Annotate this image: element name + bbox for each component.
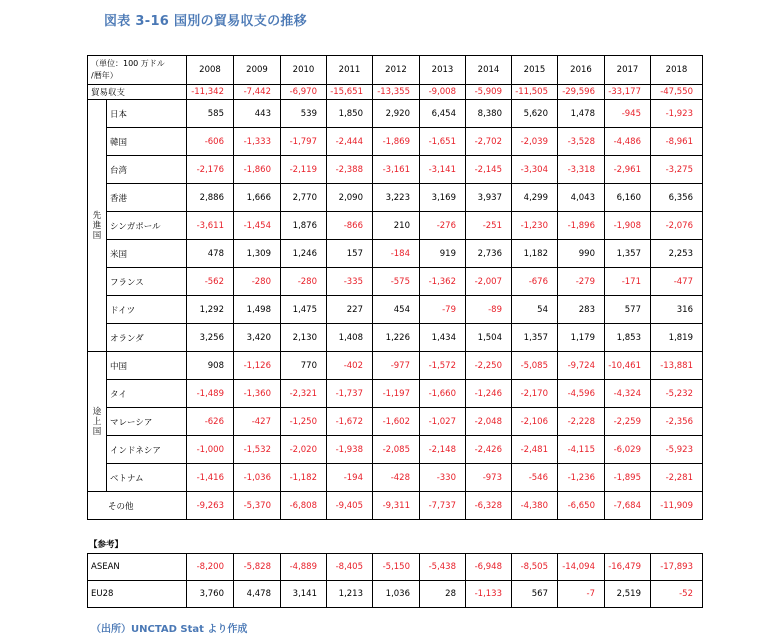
value-cell: -1,416 bbox=[187, 464, 234, 492]
value-cell: -428 bbox=[373, 464, 420, 492]
value-cell: 1,246 bbox=[281, 240, 327, 268]
value-cell: -11,505 bbox=[512, 85, 558, 100]
value-cell: 5,620 bbox=[512, 100, 558, 128]
value-cell: 3,760 bbox=[187, 581, 234, 608]
value-cell: -6,029 bbox=[605, 436, 651, 464]
value-cell: -1,027 bbox=[420, 408, 466, 436]
value-cell: -4,889 bbox=[281, 554, 327, 581]
value-cell: -3,528 bbox=[558, 128, 605, 156]
region-label: ASEAN bbox=[88, 554, 187, 581]
value-cell: -1,896 bbox=[558, 212, 605, 240]
value-cell: 1,876 bbox=[281, 212, 327, 240]
value-cell: -4,596 bbox=[558, 380, 605, 408]
header-row bbox=[88, 56, 703, 85]
value-cell: -6,948 bbox=[466, 554, 512, 581]
value-cell: 454 bbox=[373, 296, 420, 324]
country-label: 中国 bbox=[107, 352, 187, 380]
value-cell: -1,860 bbox=[234, 156, 281, 184]
value-cell: -9,724 bbox=[558, 352, 605, 380]
value-cell: 2,253 bbox=[651, 240, 703, 268]
value-cell: -5,085 bbox=[512, 352, 558, 380]
value-cell: -2,228 bbox=[558, 408, 605, 436]
year-header: 2011 bbox=[327, 56, 373, 85]
value-cell: -2,388 bbox=[327, 156, 373, 184]
country-label: オランダ bbox=[107, 324, 187, 352]
value-cell: 316 bbox=[651, 296, 703, 324]
value-cell: 157 bbox=[327, 240, 373, 268]
value-cell: 919 bbox=[420, 240, 466, 268]
value-cell: -2,119 bbox=[281, 156, 327, 184]
value-cell: 1,357 bbox=[605, 240, 651, 268]
value-cell: -2,048 bbox=[466, 408, 512, 436]
table-row bbox=[88, 296, 703, 324]
value-cell: -1,250 bbox=[281, 408, 327, 436]
value-cell: 1,213 bbox=[327, 581, 373, 608]
value-cell: 2,130 bbox=[281, 324, 327, 352]
country-label: 韓国 bbox=[107, 128, 187, 156]
value-cell: -2,426 bbox=[466, 436, 512, 464]
value-cell: -1,236 bbox=[558, 464, 605, 492]
value-cell: 3,223 bbox=[373, 184, 420, 212]
country-label: 米国 bbox=[107, 240, 187, 268]
value-cell: 210 bbox=[373, 212, 420, 240]
table-row bbox=[88, 436, 703, 464]
table-row bbox=[88, 184, 703, 212]
value-cell: -8,505 bbox=[512, 554, 558, 581]
reference-row bbox=[88, 581, 703, 608]
year-header: 2018 bbox=[651, 56, 703, 85]
value-cell: -1,182 bbox=[281, 464, 327, 492]
value-cell: 1,478 bbox=[558, 100, 605, 128]
value-cell: -2,085 bbox=[373, 436, 420, 464]
value-cell: -4,324 bbox=[605, 380, 651, 408]
value-cell: -866 bbox=[327, 212, 373, 240]
value-cell: -1,133 bbox=[466, 581, 512, 608]
value-cell: -14,094 bbox=[558, 554, 605, 581]
value-cell: -1,923 bbox=[651, 100, 703, 128]
value-cell: -4,115 bbox=[558, 436, 605, 464]
reference-label: 【参考】 bbox=[89, 540, 124, 550]
value-cell: 1,850 bbox=[327, 100, 373, 128]
table-row bbox=[88, 268, 703, 296]
trade-balance-table bbox=[87, 55, 703, 520]
value-cell: 3,256 bbox=[187, 324, 234, 352]
value-cell: -945 bbox=[605, 100, 651, 128]
value-cell: 6,356 bbox=[651, 184, 703, 212]
value-cell: -1,360 bbox=[234, 380, 281, 408]
value-cell: -1,908 bbox=[605, 212, 651, 240]
value-cell: -1,246 bbox=[466, 380, 512, 408]
value-cell: 1,504 bbox=[466, 324, 512, 352]
value-cell: -52 bbox=[651, 581, 703, 608]
value-cell: 1,819 bbox=[651, 324, 703, 352]
value-cell: -7,684 bbox=[605, 492, 651, 520]
value-cell: -6,650 bbox=[558, 492, 605, 520]
value-cell: -3,611 bbox=[187, 212, 234, 240]
value-cell: 1,434 bbox=[420, 324, 466, 352]
country-label: ベトナム bbox=[107, 464, 187, 492]
reference-row bbox=[88, 554, 703, 581]
value-cell: -194 bbox=[327, 464, 373, 492]
year-header: 2017 bbox=[605, 56, 651, 85]
country-label: フランス bbox=[107, 268, 187, 296]
value-cell: -3,304 bbox=[512, 156, 558, 184]
table-row bbox=[88, 408, 703, 436]
value-cell: -2,321 bbox=[281, 380, 327, 408]
group-label: 先進国 bbox=[92, 210, 102, 241]
value-cell: -16,479 bbox=[605, 554, 651, 581]
value-cell: 6,454 bbox=[420, 100, 466, 128]
value-cell: -279 bbox=[558, 268, 605, 296]
value-cell: -5,150 bbox=[373, 554, 420, 581]
table-row bbox=[88, 380, 703, 408]
value-cell: -973 bbox=[466, 464, 512, 492]
value-cell: -7,442 bbox=[234, 85, 281, 100]
value-cell: -1,333 bbox=[234, 128, 281, 156]
value-cell: 2,519 bbox=[605, 581, 651, 608]
value-cell: -9,008 bbox=[420, 85, 466, 100]
table-row bbox=[88, 212, 703, 240]
value-cell: -1,672 bbox=[327, 408, 373, 436]
value-cell: -11,909 bbox=[651, 492, 703, 520]
table-row bbox=[88, 324, 703, 352]
value-cell: -1,230 bbox=[512, 212, 558, 240]
value-cell: 2,770 bbox=[281, 184, 327, 212]
year-header: 2010 bbox=[281, 56, 327, 85]
value-cell: -4,486 bbox=[605, 128, 651, 156]
value-cell: -606 bbox=[187, 128, 234, 156]
value-cell: 1,292 bbox=[187, 296, 234, 324]
value-cell: -3,141 bbox=[420, 156, 466, 184]
value-cell: -6,328 bbox=[466, 492, 512, 520]
value-cell: -1,895 bbox=[605, 464, 651, 492]
value-cell: 1,182 bbox=[512, 240, 558, 268]
value-cell: -1,572 bbox=[420, 352, 466, 380]
value-cell: 4,043 bbox=[558, 184, 605, 212]
value-cell: -5,438 bbox=[420, 554, 466, 581]
unit-header bbox=[88, 56, 187, 85]
value-cell: -13,355 bbox=[373, 85, 420, 100]
value-cell: -5,923 bbox=[651, 436, 703, 464]
value-cell: -2,176 bbox=[187, 156, 234, 184]
value-cell: -330 bbox=[420, 464, 466, 492]
table-row bbox=[88, 464, 703, 492]
value-cell: -1,651 bbox=[420, 128, 466, 156]
value-cell: -2,020 bbox=[281, 436, 327, 464]
value-cell: -3,275 bbox=[651, 156, 703, 184]
reference-table bbox=[87, 553, 703, 608]
unit-label: （単位：100 万ドル bbox=[91, 59, 165, 68]
value-cell: 443 bbox=[234, 100, 281, 128]
value-cell: -1,036 bbox=[234, 464, 281, 492]
value-cell: -2,481 bbox=[512, 436, 558, 464]
value-cell: 585 bbox=[187, 100, 234, 128]
value-cell: 478 bbox=[187, 240, 234, 268]
value-cell: -7,737 bbox=[420, 492, 466, 520]
value-cell: -1,362 bbox=[420, 268, 466, 296]
value-cell: 3,420 bbox=[234, 324, 281, 352]
value-cell: -47,550 bbox=[651, 85, 703, 100]
value-cell: -9,263 bbox=[187, 492, 234, 520]
value-cell: -171 bbox=[605, 268, 651, 296]
value-cell: 1,309 bbox=[234, 240, 281, 268]
value-cell: -11,342 bbox=[187, 85, 234, 100]
value-cell: 6,160 bbox=[605, 184, 651, 212]
country-label: シンガポール bbox=[107, 212, 187, 240]
row-label: 貿易収支 bbox=[88, 85, 187, 100]
value-cell: -2,444 bbox=[327, 128, 373, 156]
year-header: 2015 bbox=[512, 56, 558, 85]
value-cell: -2,961 bbox=[605, 156, 651, 184]
value-cell: -6,970 bbox=[281, 85, 327, 100]
source-note: （出所）UNCTAD Stat より作成 bbox=[91, 624, 248, 635]
other-row bbox=[88, 492, 703, 520]
value-cell: 2,886 bbox=[187, 184, 234, 212]
value-cell: -276 bbox=[420, 212, 466, 240]
value-cell: -335 bbox=[327, 268, 373, 296]
value-cell: -1,660 bbox=[420, 380, 466, 408]
value-cell: -4,380 bbox=[512, 492, 558, 520]
value-cell: -6,808 bbox=[281, 492, 327, 520]
year-header: 2012 bbox=[373, 56, 420, 85]
value-cell: -1,000 bbox=[187, 436, 234, 464]
table-row bbox=[88, 240, 703, 268]
value-cell: -5,232 bbox=[651, 380, 703, 408]
country-label: マレーシア bbox=[107, 408, 187, 436]
value-cell: -10,461 bbox=[605, 352, 651, 380]
value-cell: -1,737 bbox=[327, 380, 373, 408]
page-title: 図表 3-16 国別の貿易収支の推移 bbox=[104, 14, 307, 29]
value-cell: 4,478 bbox=[234, 581, 281, 608]
value-cell: -1,532 bbox=[234, 436, 281, 464]
country-label: インドネシア bbox=[107, 436, 187, 464]
value-cell: -79 bbox=[420, 296, 466, 324]
value-cell: 1,036 bbox=[373, 581, 420, 608]
value-cell: -3,161 bbox=[373, 156, 420, 184]
value-cell: -477 bbox=[651, 268, 703, 296]
table-row bbox=[88, 156, 703, 184]
value-cell: 908 bbox=[187, 352, 234, 380]
value-cell: -15,651 bbox=[327, 85, 373, 100]
value-cell: -280 bbox=[234, 268, 281, 296]
country-label: 台湾 bbox=[107, 156, 187, 184]
group-label-cell bbox=[88, 352, 107, 492]
value-cell: -626 bbox=[187, 408, 234, 436]
value-cell: 3,141 bbox=[281, 581, 327, 608]
table-row bbox=[88, 128, 703, 156]
value-cell: -280 bbox=[281, 268, 327, 296]
value-cell: 3,169 bbox=[420, 184, 466, 212]
year-header: 2008 bbox=[187, 56, 234, 85]
table-row bbox=[88, 352, 703, 380]
value-cell: -33,177 bbox=[605, 85, 651, 100]
value-cell: -977 bbox=[373, 352, 420, 380]
value-cell: -2,702 bbox=[466, 128, 512, 156]
value-cell: 1,475 bbox=[281, 296, 327, 324]
value-cell: -89 bbox=[466, 296, 512, 324]
value-cell: 577 bbox=[605, 296, 651, 324]
value-cell: -8,961 bbox=[651, 128, 703, 156]
value-cell: -251 bbox=[466, 212, 512, 240]
value-cell: 2,090 bbox=[327, 184, 373, 212]
value-cell: -5,828 bbox=[234, 554, 281, 581]
value-cell: 1,498 bbox=[234, 296, 281, 324]
value-cell: -676 bbox=[512, 268, 558, 296]
value-cell: -2,007 bbox=[466, 268, 512, 296]
value-cell: -3,318 bbox=[558, 156, 605, 184]
value-cell: -5,909 bbox=[466, 85, 512, 100]
value-cell: -1,869 bbox=[373, 128, 420, 156]
value-cell: -402 bbox=[327, 352, 373, 380]
value-cell: 1,226 bbox=[373, 324, 420, 352]
value-cell: -1,454 bbox=[234, 212, 281, 240]
value-cell: -2,356 bbox=[651, 408, 703, 436]
country-label: 香港 bbox=[107, 184, 187, 212]
value-cell: -1,938 bbox=[327, 436, 373, 464]
country-label: タイ bbox=[107, 380, 187, 408]
year-header: 2013 bbox=[420, 56, 466, 85]
value-cell: -7 bbox=[558, 581, 605, 608]
value-cell: -17,893 bbox=[651, 554, 703, 581]
value-cell: 2,736 bbox=[466, 240, 512, 268]
value-cell: 1,666 bbox=[234, 184, 281, 212]
value-cell: 54 bbox=[512, 296, 558, 324]
value-cell: -2,250 bbox=[466, 352, 512, 380]
value-cell: 2,920 bbox=[373, 100, 420, 128]
value-cell: -1,797 bbox=[281, 128, 327, 156]
value-cell: 3,937 bbox=[466, 184, 512, 212]
value-cell: 227 bbox=[327, 296, 373, 324]
table-row bbox=[88, 100, 703, 128]
value-cell: 1,179 bbox=[558, 324, 605, 352]
row-label: その他 bbox=[88, 492, 187, 520]
value-cell: 4,299 bbox=[512, 184, 558, 212]
value-cell: -9,311 bbox=[373, 492, 420, 520]
value-cell: -13,881 bbox=[651, 352, 703, 380]
value-cell: -1,126 bbox=[234, 352, 281, 380]
value-cell: -1,197 bbox=[373, 380, 420, 408]
value-cell: -2,148 bbox=[420, 436, 466, 464]
year-header: 2016 bbox=[558, 56, 605, 85]
value-cell: -546 bbox=[512, 464, 558, 492]
value-cell: 1,853 bbox=[605, 324, 651, 352]
value-cell: -2,039 bbox=[512, 128, 558, 156]
country-label: ドイツ bbox=[107, 296, 187, 324]
year-header: 2014 bbox=[466, 56, 512, 85]
value-cell: -427 bbox=[234, 408, 281, 436]
value-cell: -9,405 bbox=[327, 492, 373, 520]
value-cell: 770 bbox=[281, 352, 327, 380]
group-label: 途上国 bbox=[92, 406, 102, 437]
value-cell: -184 bbox=[373, 240, 420, 268]
country-label: 日本 bbox=[107, 100, 187, 128]
value-cell: -8,405 bbox=[327, 554, 373, 581]
value-cell: -575 bbox=[373, 268, 420, 296]
value-cell: 8,380 bbox=[466, 100, 512, 128]
value-cell: 990 bbox=[558, 240, 605, 268]
period-label: /暦年） bbox=[91, 71, 118, 80]
group-label-cell bbox=[88, 100, 107, 352]
year-header: 2009 bbox=[234, 56, 281, 85]
value-cell: -2,281 bbox=[651, 464, 703, 492]
value-cell: -5,370 bbox=[234, 492, 281, 520]
value-cell: 567 bbox=[512, 581, 558, 608]
value-cell: 283 bbox=[558, 296, 605, 324]
value-cell: -2,106 bbox=[512, 408, 558, 436]
value-cell: 28 bbox=[420, 581, 466, 608]
value-cell: -2,076 bbox=[651, 212, 703, 240]
value-cell: 539 bbox=[281, 100, 327, 128]
total-row bbox=[88, 85, 703, 100]
value-cell: -1,489 bbox=[187, 380, 234, 408]
region-label: EU28 bbox=[88, 581, 187, 608]
value-cell: -2,145 bbox=[466, 156, 512, 184]
value-cell: -562 bbox=[187, 268, 234, 296]
value-cell: 1,357 bbox=[512, 324, 558, 352]
value-cell: -8,200 bbox=[187, 554, 234, 581]
value-cell: -1,602 bbox=[373, 408, 420, 436]
value-cell: -2,259 bbox=[605, 408, 651, 436]
value-cell: -2,170 bbox=[512, 380, 558, 408]
value-cell: -29,596 bbox=[558, 85, 605, 100]
value-cell: 1,408 bbox=[327, 324, 373, 352]
